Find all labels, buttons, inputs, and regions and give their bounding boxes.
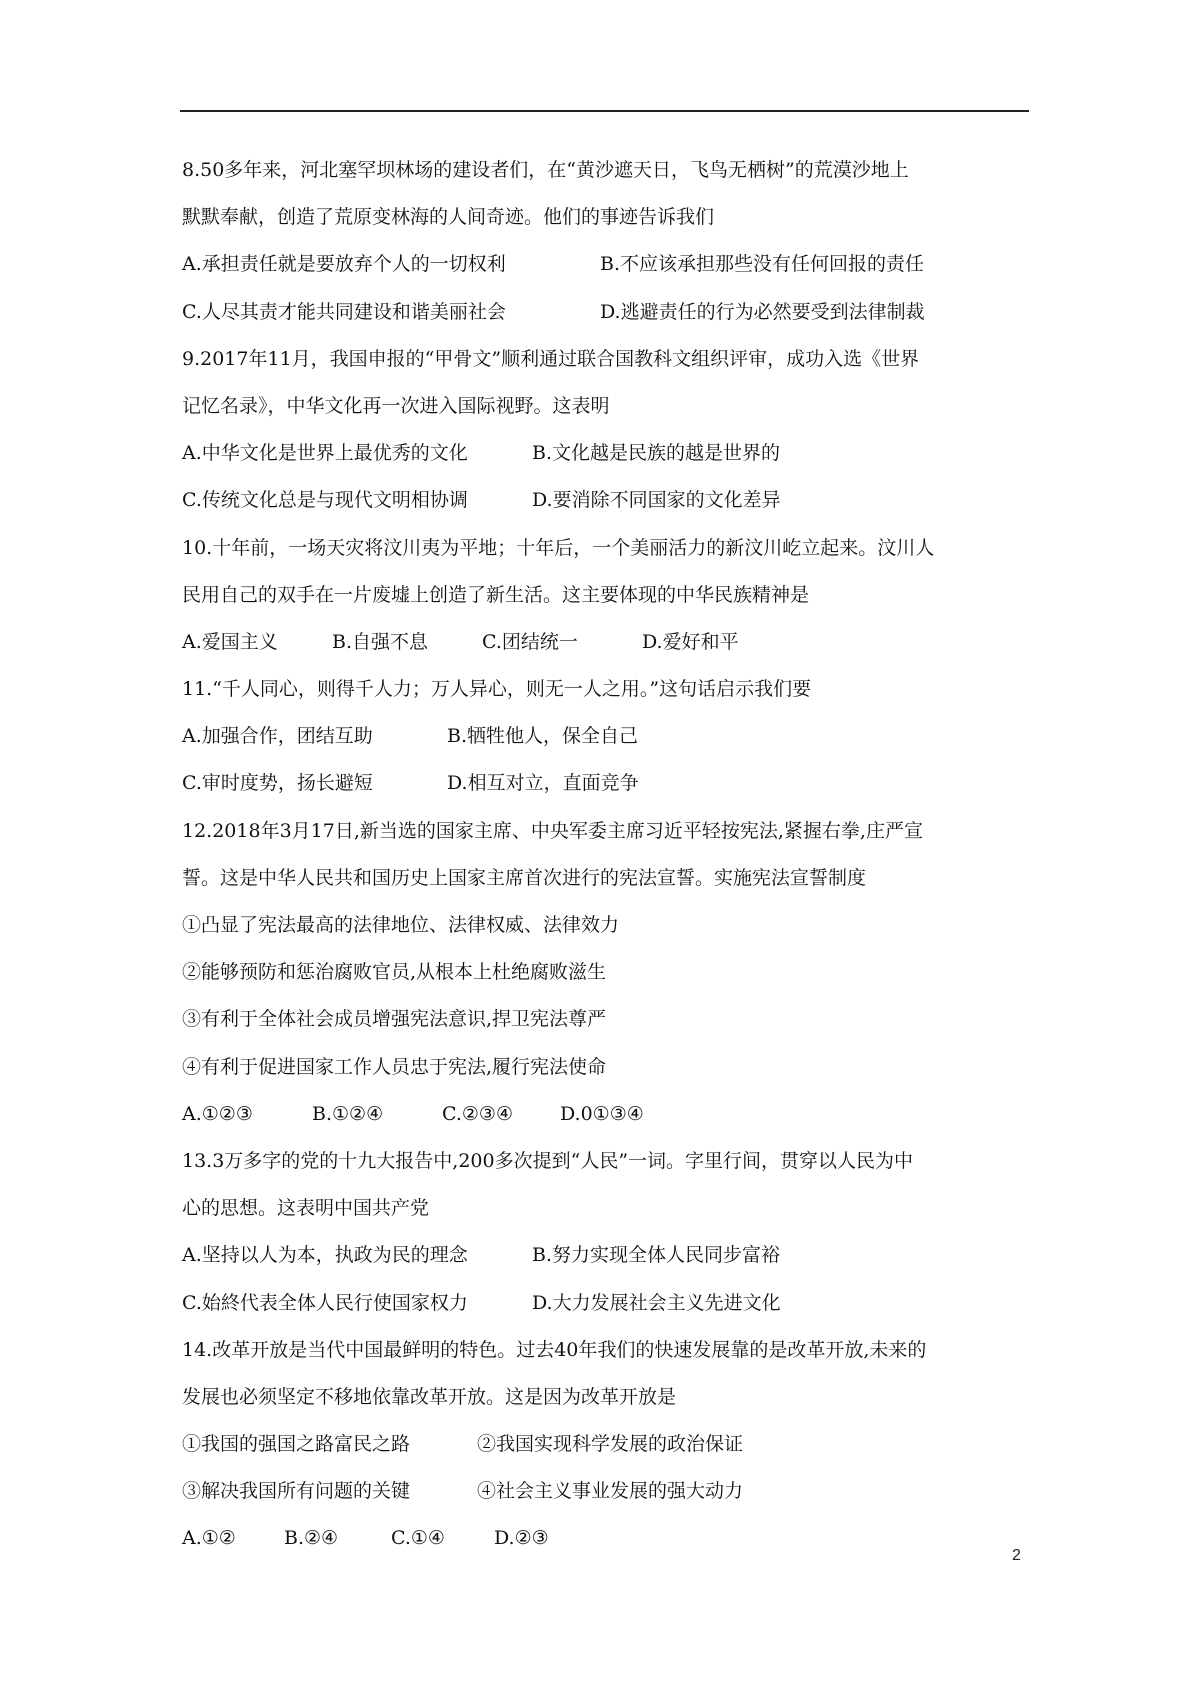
q13-option-d: D.大力发展社会主义先进文化 (532, 1291, 781, 1314)
q13-option-c: C.始終代表全体人民行使国家权力 (182, 1291, 468, 1314)
q9-option-b: B.文化越是民族的越是世界的 (532, 442, 781, 465)
q8-option-b: B.不应该承担那些没有任何回报的责任 (600, 253, 925, 276)
q9-option-row-1 (182, 430, 1032, 477)
q14-statement-row-2 (182, 1468, 1032, 1515)
q8-option-row-2 (182, 289, 1032, 336)
q9-stem-line-1: 9.2017年11月，我国申报的“甲骨文”顺利通过联合国教科文组织评审，成功入选《世界 (182, 347, 920, 370)
q13-option-b: B.努力实现全体人民同步富裕 (532, 1244, 781, 1267)
q8-option-d: D.逃避责任的行为必然要受到法律制裁 (600, 300, 925, 323)
q9-option-row-2 (182, 477, 1032, 524)
q12-option-d: D.0①③④ (560, 1102, 644, 1125)
q13-option-a: A.坚持以人为本，执政为民的理念 (182, 1244, 468, 1267)
q8-option-a: A.承担责任就是要放弃个人的一切权利 (182, 253, 506, 276)
q12-option-a: A.①②③ (182, 1102, 253, 1125)
q11-stem-line-1: 11.“千人同心，则得千人力；万人异心，则无一人之用。”这句话启示我们要 (182, 678, 812, 701)
q12-statement-2: ②能够预防和惩治腐败官员,从根本上杜绝腐败滋生 (182, 961, 607, 984)
q11-option-a: A.加强合作，团结互助 (182, 725, 373, 748)
q14-stem-line-2: 发展也必须坚定不移地依靠改革开放。这是因为改革开放是 (182, 1385, 677, 1408)
q8-stem-line-1: 8.50多年来，河北塞罕坝林场的建设者们，在“黄沙遮天日，飞鸟无栖树”的荒漠沙地上 (182, 159, 909, 181)
header-rule (180, 110, 1029, 112)
q8-option-row-1 (182, 241, 1032, 288)
q13-option-row-1 (182, 1232, 1032, 1279)
q14-option-a: A.①② (182, 1527, 236, 1550)
q14-option-d: D.②③ (494, 1527, 549, 1550)
q11-option-d: D.相互对立，直面竞争 (447, 772, 639, 795)
q13-stem-line-2: 心的思想。这表明中国共产党 (182, 1197, 430, 1220)
q9-option-d: D.要消除不同国家的文化差异 (532, 489, 781, 512)
q11-option-b: B.牺牲他人，保全自己 (447, 725, 639, 748)
q12-stem-line-2: 誓。这是中华人民共和国历史上国家主席首次进行的宪法宣誓。实施宪法宣誓制度 (182, 866, 867, 889)
q12-option-b: B.①②④ (312, 1102, 384, 1125)
q14-stem-line-1: 14.改革开放是当代中国最鲜明的特色。过去40年我们的快速发展靠的是改革开放,未来的 (182, 1338, 927, 1361)
q11-option-row-2 (182, 760, 1032, 807)
q12-option-row (182, 1091, 1032, 1138)
q10-stem-line-1: 10.十年前，一场天灾将汶川夷为平地；十年后，一个美丽活力的新汶川屹立起来。汶川人 (182, 536, 935, 559)
q10-option-d: D.爱好和平 (642, 630, 739, 653)
q12-stem-line-1: 12.2018年3月17日,新当选的国家主席、中央军委主席习近平轻按宪法,紧握右拳,庄严宣 (182, 819, 923, 842)
q10-stem-line-2: 民用自己的双手在一片废墟上创造了新生活。这主要体现的中华民族精神是 (182, 583, 810, 606)
q14-statement-1: ①我国的强国之路富民之路 (182, 1433, 411, 1456)
q14-statement-2: ②我国实现科学发展的政治保证 (477, 1433, 744, 1456)
q9-stem-line-2: 记忆名录》，中华文化再一次进入国际视野。这表明 (182, 394, 610, 417)
q9-option-a: A.中华文化是世界上最优秀的文化 (182, 442, 468, 465)
q12-statement-1: ①凸显了宪法最高的法律地位、法律权威、法律效力 (182, 914, 620, 936)
q10-option-a: A.爱国主义 (182, 630, 278, 653)
q14-statement-3: ③解决我国所有问题的关键 (182, 1480, 411, 1503)
q10-option-b: B.自强不息 (332, 630, 429, 653)
q10-option-c: C.团结统一 (482, 630, 578, 653)
q12-statement-3: ③有利于全体社会成员增强宪法意识,捍卫宪法尊严 (182, 1008, 607, 1031)
q14-option-row (182, 1515, 1032, 1562)
q11-option-row-1 (182, 713, 1032, 760)
q8-option-c: C.人尽其责才能共同建设和谐美丽社会 (182, 300, 506, 323)
q9-option-c: C.传统文化总是与现代文明相协调 (182, 489, 468, 512)
q12-option-c: C.②③④ (442, 1102, 513, 1125)
exam-content (182, 147, 1032, 1563)
q8-stem-line-2: 默默奉献，创造了荒原变林海的人间奇迹。他们的事迹告诉我们 (182, 206, 715, 229)
q12-statement-4: ④有利于促进国家工作人员忠于宪法,履行宪法使命 (182, 1055, 607, 1078)
q11-option-c: C.审时度势，扬长避短 (182, 772, 373, 795)
q13-stem-line-1: 13.3万多字的党的十九大报告中,200多次提到“人民”一词。字里行间，贯穿以人民为中 (182, 1149, 914, 1172)
q14-option-b: B.②④ (284, 1527, 339, 1550)
q13-option-row-2 (182, 1280, 1032, 1327)
q14-statement-4: ④社会主义事业发展的强大动力 (477, 1480, 744, 1503)
page-number: 2 (1012, 1547, 1021, 1564)
q14-statement-row-1 (182, 1421, 1032, 1468)
q14-option-c: C.①④ (391, 1527, 445, 1550)
q10-option-row (182, 619, 1032, 666)
